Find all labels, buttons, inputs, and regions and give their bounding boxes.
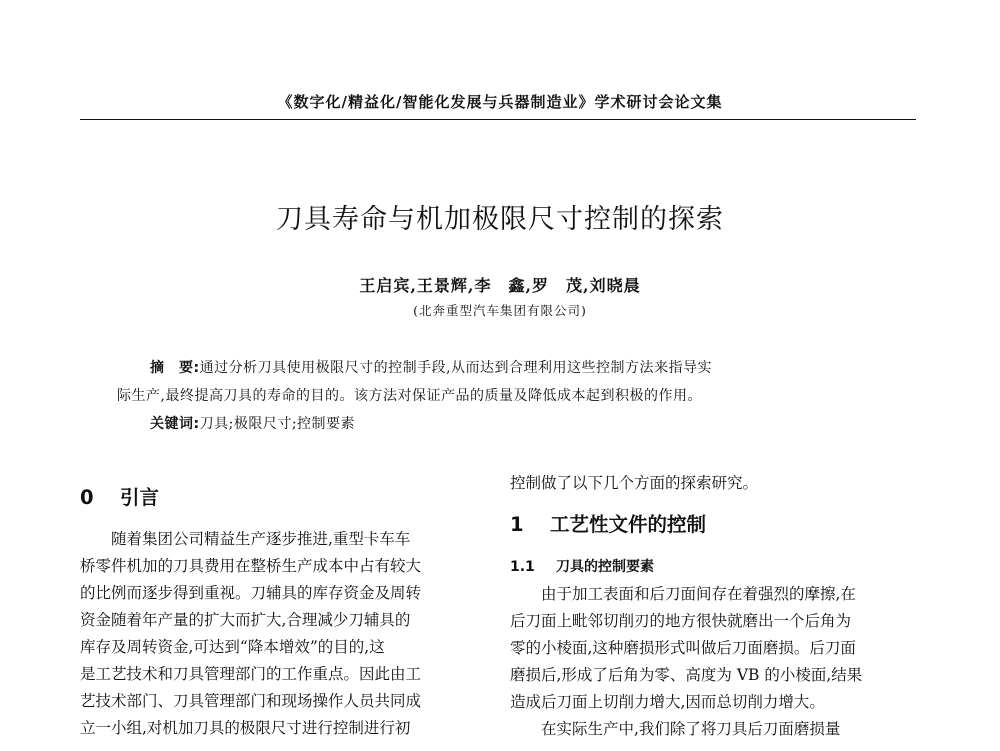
keywords-label: 关键词: [150,416,200,432]
section-number: 1 [510,513,524,536]
paragraph-line: 磨损后,形成了后角为零、高度为 VB 的小棱面,结果 [510,666,863,684]
paragraph-line: 控制做了以下几个方面的探索研究。 [510,474,759,492]
paragraph-line: 库存及周转资金,可达到“降本增效”的目的,这 [80,638,385,656]
paragraph-line: 桥零件机加的刀具费用在整桥生产成本中占有较大 [80,557,422,575]
subsection-number: 1.1 [510,559,535,575]
section-heading-intro [80,470,475,526]
right-column [510,470,905,743]
paragraph-line: 在实际生产中,我们除了将刀具后刀面磨损量 [541,720,841,738]
paragraph-line: 艺技术部门、刀具管理部门和现场操作人员共同成 [80,692,422,710]
abstract-line: 际生产,最终提高刀具的寿命的目的。该方法对保证产品的质量及降低成本起到积极的作用。 [117,388,702,404]
left-column [80,470,475,742]
paragraph-line: 是工艺技术和刀具管理部门的工作重点。因此由工 [80,665,422,683]
keywords-line [80,410,916,438]
header-rule [80,119,916,120]
abstract-text: 通过分析刀具使用极限尺寸的控制手段,从而达到合理利用这些控制方法来指导实 [199,360,713,376]
subsection-heading [510,553,905,581]
paragraph-line: 资金随着年产量的扩大而扩大,合理减少刀辅具的 [80,611,411,629]
section-heading-process-docs [510,497,905,553]
paragraph-line: 由于加工表面和后刀面间存在着强烈的摩擦,在 [541,585,856,603]
paragraph-line: 立一小组,对机加刀具的极限尺寸进行控制进行初 [80,719,411,737]
paragraph-line: 零的小棱面,这种磨损形式叫做后刀面磨损。后刀面 [510,639,856,657]
paragraph-line: 的比例而逐步得到重视。刀辅具的库存资金及周转 [80,584,422,602]
author-list: 王启宾,王景辉,李 鑫,罗 茂,刘晓晨 [359,276,641,295]
abstract-block [80,354,916,438]
keywords-text: 刀具;极限尺寸;控制要素 [199,416,356,432]
paragraph-line: 造成后刀面上切削力增大,因而总切削力增大。 [510,693,825,711]
section-number: 0 [80,486,94,509]
paragraph-line: 随着集团公司精益生产逐步推进,重型卡车车 [111,530,411,548]
paper-title: 刀具寿命与机加极限尺寸控制的探索 [276,204,724,235]
subsection-title: 刀具的控制要素 [556,559,654,575]
running-head: 《数字化/精益化/智能化发展与兵器制造业》学术研讨会论文集 [277,93,723,111]
section-title: 引言 [120,486,160,509]
affiliation: (北奔重型汽车集团有限公司) [413,303,587,318]
abstract-line [80,354,916,382]
abstract-label: 摘 要: [150,360,200,376]
paragraph-line: 后刀面上毗邻切削刃的地方很快就磨出一个后角为 [510,612,852,630]
section-title: 工艺性文件的控制 [550,513,707,536]
